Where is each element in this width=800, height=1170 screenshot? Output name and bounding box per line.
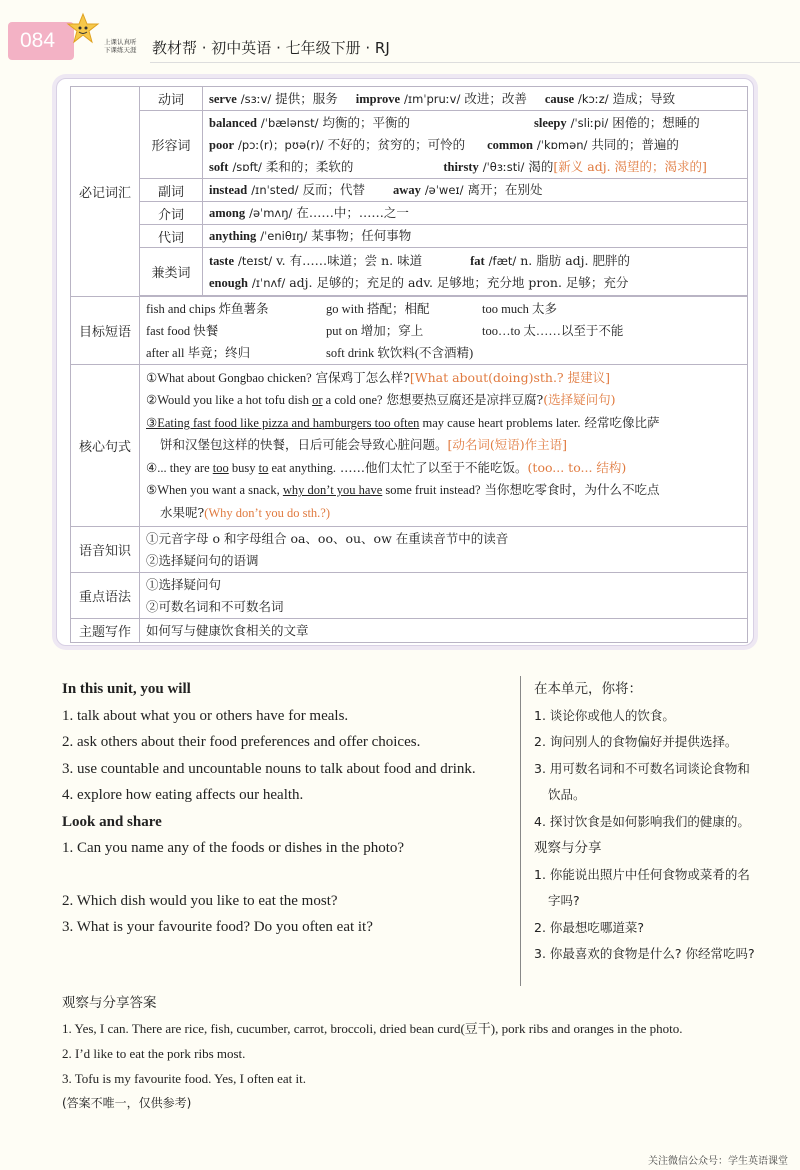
adjective-label: 形容词 <box>140 111 203 179</box>
phrases-category-label: 目标短语 <box>71 297 140 365</box>
translation-look-item: 1. 你能说出照片中任何食物或菜肴的名字吗? <box>534 866 750 908</box>
objectives-heading: In this unit, you will <box>62 681 191 697</box>
grammar-category-label: 重点语法 <box>71 573 140 619</box>
divider <box>150 62 800 63</box>
translation-item: 3. 用可数名词和不可数名词谈论食物和饮品。 <box>534 760 750 802</box>
objective-item: 1. talk about what you or others have for meals. <box>62 707 349 724</box>
pronoun-row: anything /ˈeniθɪŋ/ 某事物；任何事物 <box>203 225 748 248</box>
footer-wechat-note: 关注微信公众号：学生英语课堂 <box>648 1156 788 1167</box>
unit-summary-table <box>70 86 748 643</box>
translation-look-item: 3. 你最喜欢的食物是什么? 你经常吃吗? <box>534 946 755 961</box>
preposition-row: among /əˈmʌŋ/ 在……中；……之一 <box>203 202 748 225</box>
objective-item: 2. ask others about their food preferences and offer choices. <box>62 734 421 750</box>
translation-item: 2. 询问别人的食物偏好并提供选择。 <box>534 734 738 749</box>
answer-item: 1. Yes, I can. There are rice, fish, cucumber, carrot, broccoli, dried bean curd(豆干), pork ribs and oranges in the photo. <box>62 1021 683 1036</box>
look-share-item: 1. Can you name any of the foods or dishes in the photo? <box>62 840 405 856</box>
writing-category-label: 主题写作 <box>71 619 140 643</box>
column-divider <box>520 676 521 986</box>
verb-label: 动词 <box>140 87 203 111</box>
unit-objectives <box>62 676 512 941</box>
multi-class-rows: taste /teɪst/ v. 有……味道；尝 n. 味道 fat /fæt/ n. 脂肪 adj. 肥胖的 enough /ɪˈnʌf/ adj. 足够的；充足的 adv. 足够地；充分地 pron. 足够；充分 <box>203 248 748 296</box>
preposition-label: 介词 <box>140 202 203 225</box>
sentences-category-label: 核心句式 <box>71 365 140 527</box>
answers-note: (答案不唯一，仅供参考) <box>62 1096 192 1110</box>
translation-look-heading: 观察与分享 <box>534 840 602 856</box>
answers-section <box>62 990 762 1116</box>
answer-item: 3. Tofu is my favourite food. Yes, I often eat it. <box>62 1071 307 1086</box>
writing-cell: 如何写与健康饮食相关的文章 <box>140 619 748 643</box>
phonics-cell: ①元音字母 o 和字母组合 oa、oo、ou、ow 在重读音节中的读音 ②选择疑问句的语调 <box>140 527 748 573</box>
phrases-cell: fish and chips 炸鱼薯条 go with 搭配；相配 too much 太多 fast food 快餐 put on 增加；穿上 too…to 太……以至于不能 after all 毕竟；终归 soft drink 软饮料(不含酒精) <box>140 297 748 365</box>
new-meaning-note: [新义 adj. 渴望的；渴求的] <box>553 158 707 174</box>
page-header <box>0 0 800 62</box>
grammar-cell: ①选择疑问句 ②可数名词和不可数名词 <box>140 573 748 619</box>
translation-heading: 在本单元，你将： <box>534 681 642 697</box>
objective-item: 4. explore how eating affects our health. <box>62 787 304 803</box>
translation-look-item: 2. 你最想吃哪道菜? <box>534 919 645 935</box>
objective-item: 3. use countable and uncountable nouns to talk about food and drink. <box>62 760 476 777</box>
phonics-category-label: 语音知识 <box>71 527 140 573</box>
sentences-cell: ①What about Gongbao chicken? 宫保鸡丁怎么样?[What about(doing)sth.? 提建议] ②Would you like a hot tofu dish or a cold one? 您想要热豆腐还是凉拌豆腐?(选择疑问句) ③Eating fast food like pizza and hamburgers too often may cause heart problems later. 经常吃像比萨 饼和汉堡包这样的快餐，日后可能会导致心脏问题。[动名词(短语)作主语] ④... they are too busy to eat anything. ……他们太忙了以至于不能吃饭。(too... to... 结构) ⑤When you want a snack, why don’t you have some fruit instead? 当你想吃零食时，为什么不吃点 水果呢?(Why don’t you do sth.?) <box>140 365 748 527</box>
page-number: 084 <box>8 22 74 60</box>
look-share-item: 3. What is your favourite food? Do you often eat it? <box>62 919 373 935</box>
answers-heading: 观察与分享答案 <box>62 995 157 1011</box>
vocab-category-label: 必记词汇 <box>71 87 140 297</box>
adjective-rows: balanced /ˈbælənst/ 均衡的；平衡的 sleepy /ˈsliːpi/ 困倦的；想睡的 poor /pɔː(r)；pʊə(r)/ 不好的；贫穷的；可怜的 common /ˈkɒmən/ 共同的；普遍的 soft /sɒft/ 柔和的；柔软的 thirsty /ˈθɜːsti/ 渴的[新义 adj. 渴望的；渴求的] <box>203 111 748 179</box>
multi-class-label: 兼类词 <box>140 248 203 296</box>
pronoun-label: 代词 <box>140 225 203 248</box>
look-share-item: 2. Which dish would you like to eat the most? <box>62 892 338 909</box>
slogan: 上课认真听 下课练天涯 <box>104 38 137 54</box>
look-share-heading: Look and share <box>62 813 162 830</box>
verb-row: serve /sɜːv/ 提供；服务 improve /ɪmˈpruːv/ 改进；改善 cause /kɔːz/ 造成；导致 <box>203 87 748 111</box>
adverb-label: 副词 <box>140 179 203 202</box>
translation-item: 1. 谈论你或他人的饮食。 <box>534 707 675 723</box>
adverb-row: instead /ɪnˈsted/ 反而；代替 away /əˈweɪ/ 离开；在别处 <box>203 179 748 202</box>
book-title: 教材帮 · 初中英语 · 七年级下册 · RJ <box>152 39 390 57</box>
answer-item: 2. I’d like to eat the pork ribs most. <box>62 1046 246 1061</box>
translation-column <box>534 676 759 968</box>
star-mascot-icon <box>66 12 100 46</box>
translation-item: 4. 探讨饮食是如何影响我们的健康的。 <box>534 813 750 829</box>
